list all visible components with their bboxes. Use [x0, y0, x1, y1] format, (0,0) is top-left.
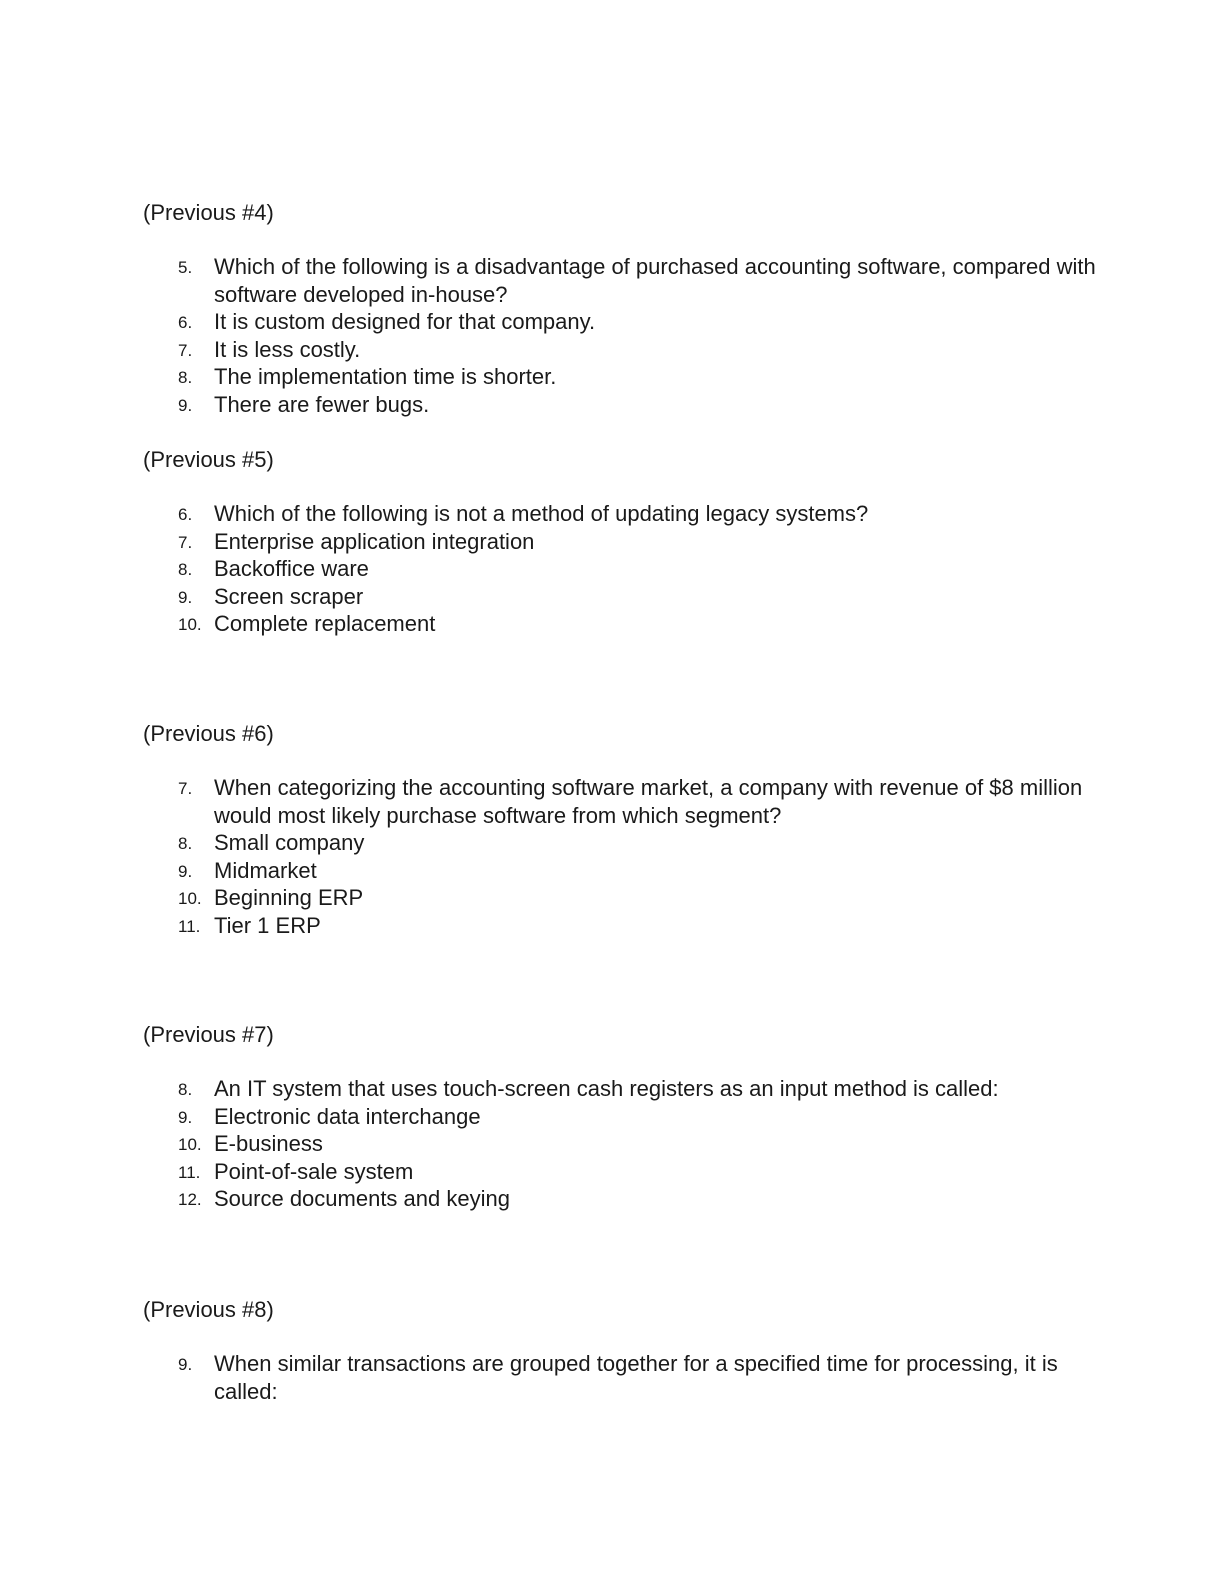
section-heading: (Previous #7)	[143, 1022, 274, 1047]
item-number: 10.	[178, 889, 202, 908]
answer-item	[143, 1103, 1103, 1131]
item-text: There are fewer bugs.	[214, 391, 430, 417]
item-number: 7.	[178, 532, 193, 552]
question-section	[143, 1021, 1103, 1213]
answer-item	[143, 1130, 1103, 1158]
section-heading: (Previous #4)	[143, 200, 274, 225]
answer-item	[143, 1185, 1103, 1213]
item-number: 7.	[178, 340, 193, 360]
item-number: 6.	[178, 313, 193, 332]
item-number: 6.	[178, 505, 193, 524]
item-number: 8.	[178, 560, 193, 579]
item-text: When similar transactions are grouped together for a specified time for processing, it is called:	[214, 1351, 1058, 1404]
item-text: Electronic data interchange	[214, 1103, 481, 1129]
item-number: 12.	[178, 1190, 202, 1209]
item-text: Enterprise application integration	[214, 528, 535, 554]
item-number: 10.	[178, 615, 202, 634]
item-text: Backoffice ware	[214, 556, 369, 581]
answer-item	[143, 336, 1103, 364]
item-list	[143, 1350, 1103, 1405]
item-text: E-business	[214, 1131, 323, 1156]
item-number: 11.	[178, 1162, 201, 1182]
item-number: 9.	[178, 1107, 193, 1127]
answer-item	[143, 884, 1103, 912]
answer-item	[143, 308, 1103, 336]
item-list	[143, 774, 1103, 939]
section-heading: (Previous #6)	[143, 721, 274, 746]
answer-item	[143, 857, 1103, 885]
item-number: 8.	[178, 368, 193, 387]
item-text: Small company	[214, 830, 365, 855]
item-list	[143, 500, 1103, 638]
item-text: It is less costly.	[214, 336, 361, 362]
item-text: Screen scraper	[214, 583, 364, 609]
answer-item	[143, 528, 1103, 556]
item-number: 8.	[178, 834, 193, 853]
question-item	[143, 774, 1103, 829]
question-section	[143, 446, 1103, 638]
item-number: 10.	[178, 1135, 202, 1154]
answer-item	[143, 610, 1103, 638]
question-section	[143, 1296, 1103, 1405]
question-section	[143, 199, 1103, 418]
item-text: Beginning ERP	[214, 885, 364, 910]
question-section	[143, 720, 1103, 939]
item-text: Complete replacement	[214, 611, 436, 636]
item-number: 7.	[178, 779, 193, 798]
item-text: Tier 1 ERP	[214, 912, 321, 938]
answer-item	[143, 555, 1103, 583]
item-text: The implementation time is shorter.	[214, 364, 557, 389]
item-number: 9.	[178, 395, 193, 415]
question-item	[143, 1075, 1103, 1103]
item-text: Midmarket	[214, 857, 317, 883]
item-number: 9.	[178, 1355, 193, 1374]
question-item	[143, 1350, 1103, 1405]
item-number: 11.	[178, 916, 201, 936]
answer-item	[143, 583, 1103, 611]
item-text: It is custom designed for that company.	[214, 309, 596, 334]
answer-item	[143, 363, 1103, 391]
item-text: Which of the following is a disadvantage of purchased accounting software, compared with software developed in-house?	[214, 254, 1096, 307]
item-number: 9.	[178, 587, 193, 607]
answer-item	[143, 912, 1103, 940]
item-number: 8.	[178, 1080, 193, 1099]
item-text: Point-of-sale system	[214, 1158, 414, 1184]
item-text: When categorizing the accounting software market, a company with revenue of $8 million would most likely purchase software from which segment?	[214, 775, 1083, 828]
section-heading: (Previous #8)	[143, 1297, 274, 1322]
answer-item	[143, 391, 1103, 419]
item-text: An IT system that uses touch-screen cash registers as an input method is called:	[214, 1076, 999, 1101]
question-item	[143, 500, 1103, 528]
item-list	[143, 1075, 1103, 1213]
item-number: 5.	[178, 258, 193, 277]
item-text: Source documents and keying	[214, 1186, 510, 1211]
section-heading: (Previous #5)	[143, 447, 274, 472]
answer-item	[143, 1158, 1103, 1186]
answer-item	[143, 829, 1103, 857]
item-text: Which of the following is not a method of updating legacy systems?	[214, 501, 869, 526]
question-item	[143, 253, 1103, 308]
item-number: 9.	[178, 861, 193, 881]
item-list	[143, 253, 1103, 418]
